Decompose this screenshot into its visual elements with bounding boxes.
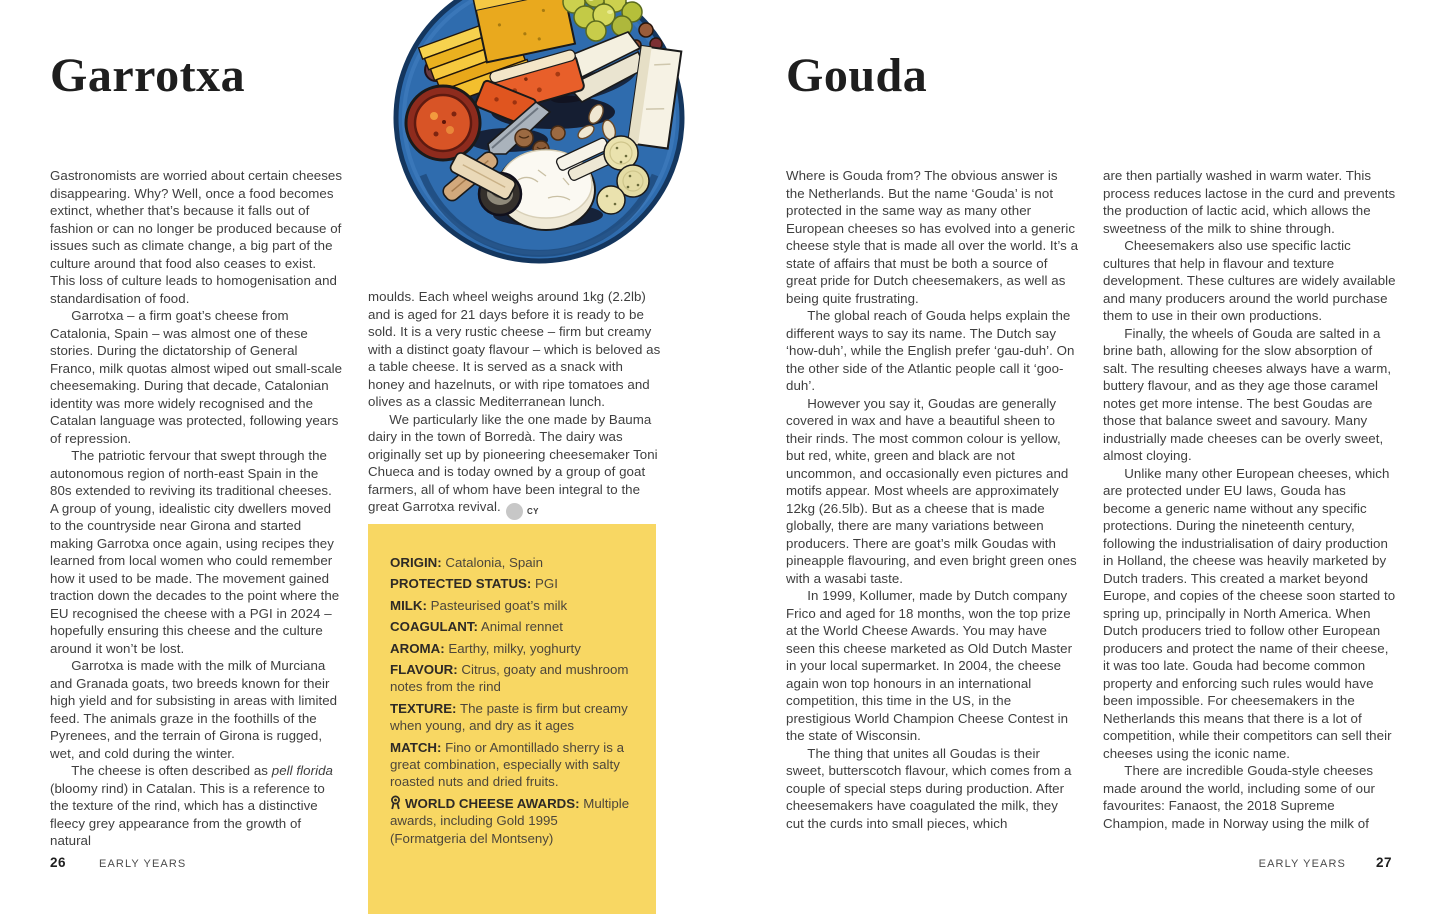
info-field: ORIGIN: Catalonia, Spain <box>390 555 543 570</box>
body-paragraph: The thing that unites all Goudas is their sweet, butterscotch flavour, which comes from a couple of special steps during production. After cheesemakers have coagulated the milk, they cut the curds into small pieces, which <box>786 745 1072 831</box>
section-label: EARLY YEARS <box>1258 858 1346 870</box>
body-paragraph: The global reach of Gouda helps explain the different ways to say its name. The Dutch say ‘how-duh’, while the English prefer ‘gau-duh’. On the other side of the Atlantic people call it ‘goo-duh’. <box>786 308 1075 393</box>
cheese-plate-illustration <box>388 0 690 268</box>
info-field: PROTECTED STATUS: PGI <box>390 576 558 592</box>
body-paragraph: Unlike many other European cheeses, which are protected under EU laws, Gouda has become a generic name without any specific protections. During the nineteenth century, following the industrialisation of dairy production in Holland, the cheese was heavily marketed by Dutch traders. This created a market beyond Europe, and copies of the cheese soon started to spring up, principally in North America. When Dutch producers tried to follow other European producers and protect the name of their cheese, it was too late. Gouda had become common property and enforcing such rules would have been impossible. For cheesemakers in the Netherlands this means that there is a lot of competition, while their competitors can sell their cheeses using the iconic name. <box>1103 465 1396 761</box>
body-paragraph: However you say it, Goudas are generally covered in wax and have a beautiful sheen to their rinds. The most common colour is yellow, but red, white, green and black are not uncommon, and occasionally even pictures and motifs appear. Most wheels are approximately 12kg (26.5lb). But as a cheese that is made globally, there are many variations between producers. There are goat’s milk Goudas with pineapple flavouring, and even bright green ones with a wasabi taste. <box>786 395 1077 586</box>
body-paragraph: Gastronomists are worried about certain cheeses disappearing. Why? Well, once a food becomes extinct, whether that’s because it falls out of fashion or can no longer be produced because of issues such as climate change, a big part of the culture around that food also ceases to exist. This loss of culture leads to homogenisation and standardisation of food. <box>50 168 343 306</box>
body-paragraph: Finally, the wheels of Gouda are salted in a brine bath, allowing for the slow absorption of salt. The resulting cheeses always have a warm, buttery flavour, and as they age those caramel notes get more intense. The best Goudas are those that balance sweet and savoury. Many industrially made cheeses can be overly sweet, almost cloying. <box>1103 325 1392 463</box>
info-field: COAGULANT: Animal rennet <box>390 619 563 635</box>
author-initials-badge: CY <box>506 503 523 520</box>
info-field: MATCH: Fino or Amontillado sherry is a great combination, especially with salty roasted nuts and dried fruits. <box>390 739 625 790</box>
body-paragraph: are then partially washed in warm water. This process reduces lactose in the curd and prevents the production of lactic acid, which allows the sweetness of the milk to shine through. <box>1103 168 1396 236</box>
body-paragraph: There are incredible Gouda-style cheeses made around the world, including some of our favourites: Fanaost, the 2018 Supreme Champion, made in Norway using the milk of <box>1103 763 1375 831</box>
body-paragraph: Where is Gouda from? The obvious answer is the Netherlands. But the name ‘Gouda’ is not protected in the same way as many other European cheeses so has evolved into a generic cheese style that is made all over the world. It’s a state of affairs that must be both a source of great pride for Dutch cheesemakers, as well as being quite frustrating. <box>786 168 1079 306</box>
award-medal-icon <box>390 795 401 810</box>
page-title-gouda: Gouda <box>786 49 928 102</box>
info-field: TEXTURE: The paste is firm but creamy when young, and dry as it ages <box>390 700 628 734</box>
body-paragraph: Garrotxa – a firm goat’s cheese from Catalonia, Spain – was almost one of these stories. During the dictatorship of General Franco, milk quotas almost wiped out small-scale cheesemaking. During that decade, Catalonian identity was more widely recognised and the Catalan language was protected, following years of repression. <box>50 308 343 446</box>
body-paragraph: Cheesemakers also use specific lactic cultures that help in flavour and texture development. These cultures are widely available and many producers around the world purchase them to use in their own productions. <box>1103 238 1396 323</box>
left-page-footer <box>50 855 186 870</box>
award-field: WORLD CHEESE AWARDS: Multiple awards, including Gold 1995 (Formatgeria del Montseny) <box>390 795 630 846</box>
body-paragraph: The patriotic fervour that swept through the autonomous region of north-east Spain in the 80s extended to reviving its traditional cheeses. A group of young, idealistic city dwellers moved to the countryside near Girona and started making Garrotxa once again, using recipes they learned from local women who could remember how it used to be made. The movement gained traction down the decades to the point where the EU recognised the cheese with a PGI in 2024 – hopefully ensuring this cheese and the culture around it won’t be lost. <box>50 448 340 656</box>
cheese-info-box <box>368 524 656 914</box>
section-label: EARLY YEARS <box>99 858 187 870</box>
page-number: 27 <box>1375 855 1392 870</box>
gouda-column-2 <box>1103 167 1396 832</box>
page-number: 26 <box>50 855 67 870</box>
garrotxa-column-1 <box>50 167 343 850</box>
body-paragraph: Garrotxa is made with the milk of Murciana and Granada goats, two breeds known for their high yield and for subsisting in areas with limited feed. The animals graze in the foothills of the Pyrenees, and the terrain of Girona is rugged, wet, and cold during the winter. <box>50 658 338 761</box>
page-title-garrotxa: Garrotxa <box>50 49 246 102</box>
body-paragraph: We particularly like the one made by Bauma dairy in the town of Borredà. The dairy was originally set up by pioneering cheesemaker Toni Chueca and is today owned by a group of goat farmers, all of whom have been integral to the great Garrotxa revival. CY <box>368 411 661 521</box>
right-page-footer <box>1259 855 1392 870</box>
info-field: AROMA: Earthy, milky, yoghurty <box>390 640 581 656</box>
body-paragraph: moulds. Each wheel weighs around 1kg (2.2lb) and is aged for 21 days before it is ready to be sold. It is a very rustic cheese – firm but creamy with a distinct goaty flavour – which is beloved as a table cheese. It is served as a snack with honey and hazelnuts, or with ripe tomatoes and olives as a classic Mediterranean lunch. <box>368 289 661 409</box>
gouda-column-1 <box>786 167 1079 832</box>
body-paragraph: In 1999, Kollumer, made by Dutch company Frico and aged for 18 months, won the top prize at the World Cheese Awards. You may have seen this cheese marketed as Old Dutch Master in your local supermarket. In 2004, the cheese again won top honours in an international competition, this time in the US, in the prestigious World Champion Cheese Contest in the state of Wisconsin. <box>786 588 1073 743</box>
body-paragraph: The cheese is often described as pell florida (bloomy rind) in Catalan. This is a reference to the texture of the rind, which has a distinctive fleecy grey appearance from the growth of natural <box>50 763 333 848</box>
info-field: FLAVOUR: Citrus, goaty and mushroom notes from the rind <box>390 662 629 695</box>
info-field: MILK: Pasteurised goat’s milk <box>390 597 568 613</box>
garrotxa-column-2 <box>368 288 661 520</box>
italic-term: pell florida <box>271 763 333 778</box>
